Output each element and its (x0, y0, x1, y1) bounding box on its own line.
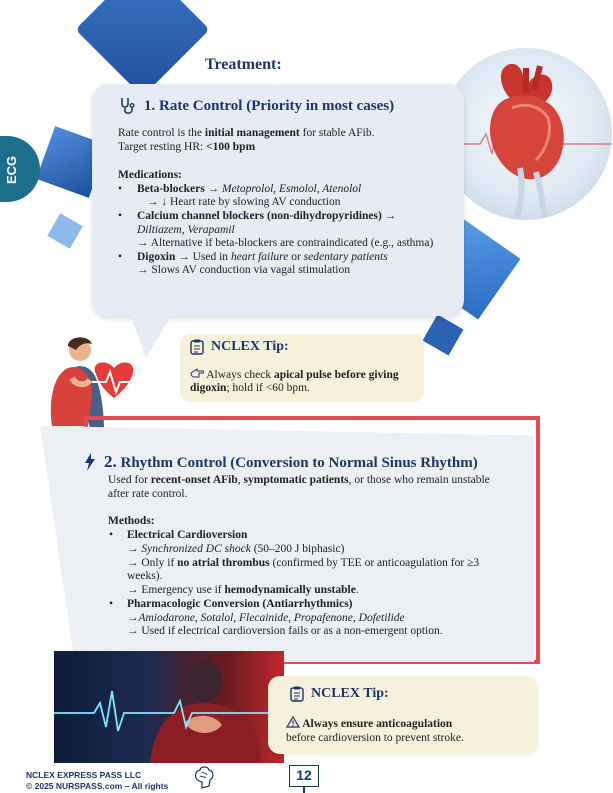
rate-control-heading (118, 96, 394, 116)
page-number: 12 (289, 765, 319, 787)
clipboard-icon (290, 686, 304, 702)
warning-icon (286, 716, 300, 728)
section-title: Treatment: (205, 56, 282, 73)
nclex-tip-text-2: digoxin; hold if <60 bpm. (190, 382, 310, 394)
rhythm-control-heading (84, 452, 478, 472)
ec-line-2: → Only if no atrial thrombus (confirmed by TEE or anticoagulation for ≥3 (127, 557, 480, 569)
rhythm-intro: Used for recent-onset AFib, symptomatic patients, or those who remain unstable (108, 474, 490, 486)
ccb-effect: → Alternative if beta-blockers are contraindicated (e.g., asthma) (137, 237, 434, 249)
beta-blockers-effect: → ↓ Heart rate by slowing AV conduction (147, 196, 341, 208)
bullet: • (109, 529, 114, 541)
ec-line-3: → Emergency use if hemodynamically unstable. (127, 584, 359, 596)
rhythm-intro-cont: after rate control. (108, 488, 188, 500)
footer-company: NCLEX EXPRESS PASS LLC (26, 770, 142, 780)
methods-label: Methods: (108, 515, 155, 527)
pc-line-2: → Used if electrical cardioversion fails or as a non-emergent option. (127, 625, 443, 637)
pharmacologic-conversion-label: Pharmacologic Conversion (Antiarrhythmics) (127, 598, 353, 610)
pointing-hand-icon (190, 367, 204, 379)
digoxin-effect: → Slows AV conduction via vagal stimulation (137, 264, 350, 276)
rate-intro: Rate control is the initial management for stable AFib. (118, 127, 375, 139)
ccb-line: Calcium channel blockers (non-dihydropyridines) → (137, 210, 397, 222)
nclex-tip-text-1: Always check apical pulse before giving (190, 367, 399, 382)
decorative-square-right-small (423, 315, 464, 356)
bullet: • (118, 183, 123, 195)
ec-line-2-cont: weeks). (127, 570, 163, 582)
clipboard-icon (190, 339, 204, 355)
medications-label: Medications: (118, 169, 182, 181)
stethoscope-icon (118, 96, 138, 116)
electrical-cardioversion-label: Electrical Cardioversion (127, 529, 248, 541)
rhythm-control-title: 2. Rhythm Control (Conversion to Normal Sinus Rhythm) (104, 452, 478, 471)
nclex-tip-heading-2 (290, 686, 389, 702)
nclex-tip2-text-1: Always ensure anticoagulation (286, 716, 452, 731)
bullet: • (118, 210, 123, 222)
nclex-tip-title: NCLEX Tip: (211, 339, 289, 354)
decorative-square-left-small (47, 213, 83, 249)
page-number-tick (303, 787, 305, 793)
rate-control-title: 1. Rate Control (Priority in most cases) (144, 97, 395, 114)
footer-copyright: © 2025 NURSPASS.com – All rights (26, 781, 169, 791)
nclex-tip2-text-2: before cardioversion to prevent stroke. (286, 732, 464, 744)
nclex-tip-heading (190, 339, 289, 355)
anatomical-heart-illustration (440, 48, 612, 220)
decorative-square-top (75, 0, 209, 97)
bullet: • (118, 251, 123, 263)
beta-blockers-line: Beta-blockers → Metoprolol, Esmolol, Atenolol (137, 183, 362, 195)
digoxin-line: Digoxin → Used in heart failure or sedentary patients (137, 251, 388, 263)
rate-target: Target resting HR: <100 bpm (118, 141, 256, 153)
ccb-drugs: Diltiazem, Verapamil (137, 224, 235, 236)
brain-logo-icon (194, 766, 214, 790)
bullet: • (109, 598, 114, 610)
nclex-tip-title-2: NCLEX Tip: (311, 686, 389, 701)
pc-line-1: →Amiodarone, Sotalol, Flecainide, Propafenone, Dofetilide (127, 612, 405, 624)
ecg-chest-pain-photo (54, 651, 284, 763)
lightning-icon (84, 453, 96, 471)
ec-line-1: → Synchronized DC shock (50–200 J biphasic) (127, 543, 345, 555)
side-tab-label: ECG (4, 155, 19, 185)
